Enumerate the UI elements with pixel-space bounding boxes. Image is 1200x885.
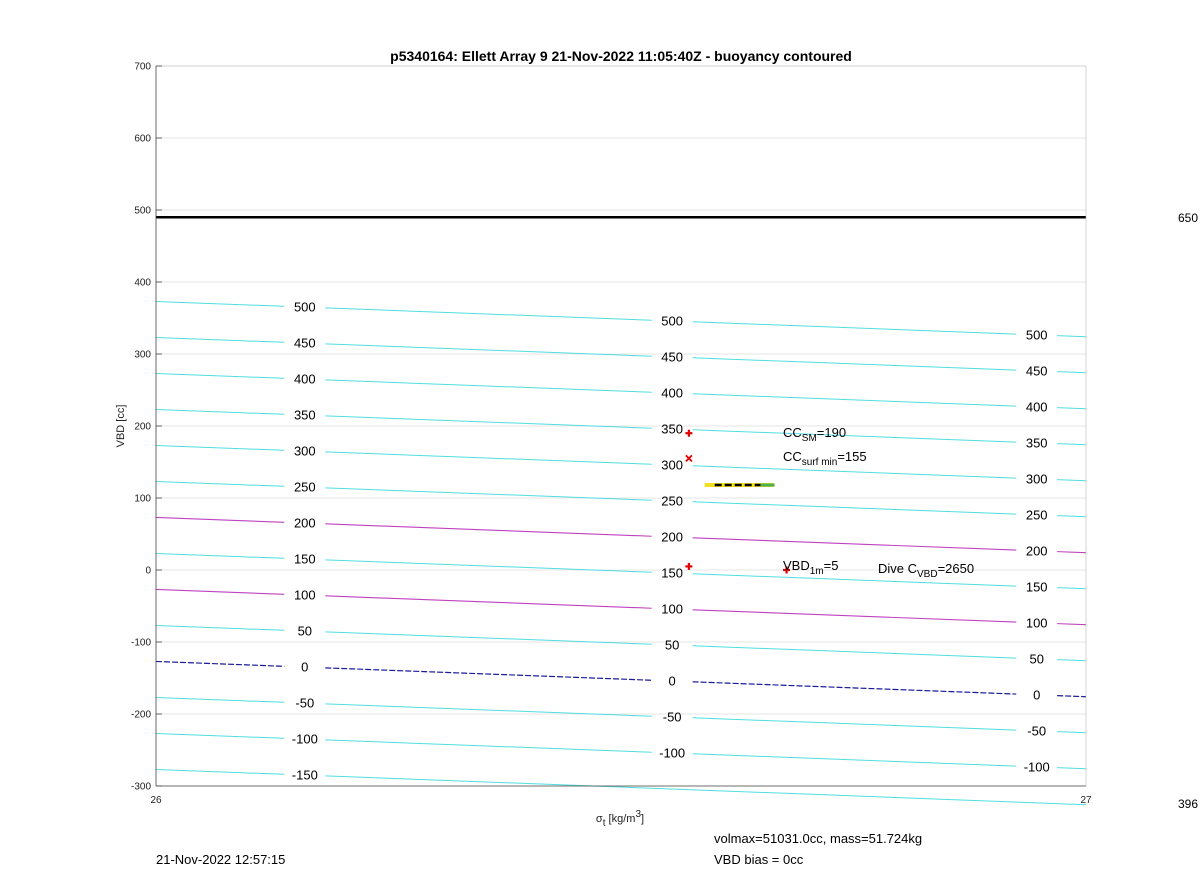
side-label-bottom: 396 [1178,797,1199,811]
y-tick-label: 300 [134,349,151,361]
contour-label: 400 [661,385,684,401]
contour-label: 200 [661,529,684,545]
y-tick-label: -200 [130,709,151,721]
y-tick-label: 400 [134,277,151,289]
dive-c-vbd-annotation: Dive $C_{VBD}=2650$ [878,561,975,580]
contour-label: 450 [293,335,316,351]
vbd-1m-annotation: $VBD_{1m}=5$ [783,558,839,577]
contour-label: 300 [1025,471,1048,487]
contour-label: 350 [661,421,684,437]
y-tick-label: 500 [134,205,151,217]
footer-volmax-mass: volmax=51031.0cc, mass=51.724kg [714,831,923,846]
y-axis-label: VBD [cc] [115,404,127,448]
cc-surf-min-annotation: $CC_{surf min}=155$ [783,449,867,468]
side-label-top: 650 [1178,211,1199,225]
contour-label: -50 [662,709,682,725]
contour-label: -100 [1023,759,1050,775]
contour-label: 200 [293,515,316,531]
footer-vbd-bias: VBD bias = 0cc [714,852,804,867]
contour-label: 150 [661,565,684,581]
x-tick-label: 27 [1080,795,1092,806]
contour-label: 150 [293,551,316,567]
x-axis-label: σt [kg/m3] [595,809,645,829]
x-tick-labels [150,795,1092,806]
contour-label: 100 [1025,615,1048,631]
contour-label: -100 [659,745,686,761]
contour-label: 250 [1025,507,1048,523]
y-tick-label: -100 [130,637,151,649]
contour-label: 200 [1025,543,1048,559]
contour-label: -50 [295,695,315,711]
contour-label: 500 [1025,327,1048,343]
contour-label: 300 [661,457,684,473]
contour-label: 100 [661,601,684,617]
contour-label: 50 [664,637,680,653]
y-tick-label: 700 [134,61,151,73]
contour-label: 100 [293,587,316,603]
y-tick-label: 0 [145,565,151,577]
contour-label: -150 [291,767,318,783]
chart-title: p5340164: Ellett Array 9 21-Nov-2022 11:05:40Z - buoyancy contoured [390,48,852,64]
contour-label: 250 [293,479,316,495]
contour-label: 400 [293,371,316,387]
contour-label: -100 [291,731,318,747]
contour-label: 50 [297,623,313,639]
y-tick-label: 600 [134,133,151,145]
contour-label: 0 [301,659,309,675]
contour-label: 0 [1033,687,1041,703]
contour-label: 400 [1025,399,1048,415]
contour-label: 450 [1025,363,1048,379]
footer-timestamp: 21-Nov-2022 12:57:15 [156,852,286,867]
contour-label: -50 [1027,723,1047,739]
contour-label: 350 [1025,435,1048,451]
contour-label: 0 [668,673,676,689]
contour-label: 150 [1025,579,1048,595]
y-tick-label: 200 [134,421,151,433]
y-tick-label: -300 [130,781,151,793]
x-tick-label: 26 [150,795,162,806]
contour-label: 500 [661,313,684,329]
contour-label: 450 [661,349,684,365]
y-tick-label: 100 [134,493,151,505]
contour-label: 350 [293,407,316,423]
contour-label: 500 [293,299,316,315]
contour-label: 250 [661,493,684,509]
contour-label: 50 [1029,651,1044,667]
cc-sm-annotation: $CC_{SM}=190$ [783,425,847,444]
contour-label: 300 [293,443,316,459]
